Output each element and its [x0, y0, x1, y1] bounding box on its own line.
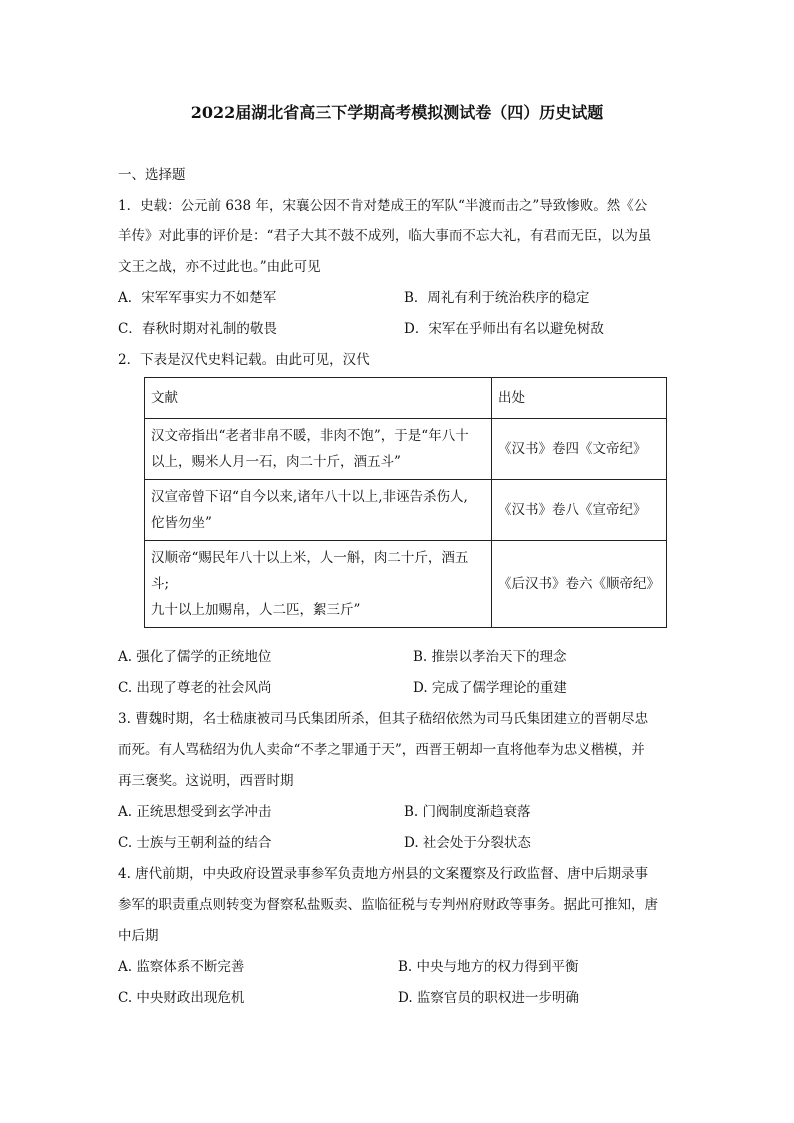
table-cell-source: 《后汉书》卷六《顺帝纪》: [492, 541, 667, 628]
q2-option-a: A. 强化了儒学的正统地位: [118, 649, 272, 665]
q1-stem-line-1: 1．史载：公元前 638 年，宋襄公因不肯对楚成王的军队“半渡而击之”导致惨败。然《公: [118, 198, 648, 214]
table-cell-document: [145, 419, 492, 480]
cell-line: 九十以上加赐帛，人二匹，絮三斤”: [151, 602, 361, 618]
cell-line: 以上，赐米人月一石，肉二十斤，酒五斗”: [151, 454, 401, 470]
exam-title: 2022届湖北省高三下学期高考模拟测试卷（四）历史试题: [190, 103, 604, 122]
q1-option-a: A．宋军军事实力不如楚军: [118, 290, 277, 306]
q3-stem-line-2: 而死。有人骂嵇绍为仇人卖命“不孝之罪通于天”，西晋王朝却一直将他奉为忠义楷模，并: [118, 742, 645, 758]
cell-line: 佗皆勿坐”: [151, 515, 212, 531]
q2-option-d: D. 完成了儒学理论的重建: [413, 680, 567, 696]
table-row: [145, 541, 667, 628]
q4-stem-line-1: 4. 唐代前期，中央政府设置录事参军负责地方州县的文案覆察及行政监督、唐中后期录事: [118, 866, 649, 882]
q2-stem: 2．下表是汉代史料记载。由此可见，汉代: [118, 352, 370, 368]
table-cell-source: 《汉书》卷八《宣帝纪》: [492, 480, 667, 541]
cell-line: 汉文帝指出“老者非帛不暖，非肉不饱”，于是“年八十: [151, 428, 469, 444]
q3-stem-line-3: 再三褒奖。这说明，西晋时期: [118, 773, 294, 789]
q1-option-c: C．春秋时期对礼制的敬畏: [118, 321, 277, 337]
q1-option-b: B．周礼有利于统治秩序的稳定: [404, 290, 590, 306]
q4-option-a: A. 监察体系不断完善: [118, 959, 245, 975]
section-heading: 一、选择题: [118, 167, 186, 183]
table-header-document: 文献: [145, 378, 492, 419]
q4-option-d: D. 监察官员的职权进一步明确: [398, 990, 579, 1006]
q1-stem-line-3: 文王之战，亦不过此也。”由此可见: [118, 259, 321, 275]
q1-option-d: D．宋军在乎师出有名以避免树敌: [404, 321, 604, 337]
table-cell-document: [145, 480, 492, 541]
table-row: [145, 480, 667, 541]
q2-option-c: C. 出现了尊老的社会风尚: [118, 680, 272, 696]
q4-option-c: C. 中央财政出现危机: [118, 990, 245, 1006]
table-header-row: [145, 378, 667, 419]
q3-option-d: D. 社会处于分裂状态: [404, 835, 531, 851]
q3-option-b: B. 门阀制度渐趋衰落: [404, 804, 531, 820]
cell-line: 汉宣帝曾下诏“自今以来,诸年八十以上,非诬告杀伤人,: [151, 489, 468, 505]
q4-stem-line-3: 中后期: [118, 928, 159, 944]
cell-line: 汉顺帝“赐民年八十以上米，人一斛，肉二十斤，酒五斗;: [151, 550, 469, 592]
q2-option-b: B. 推崇以孝治天下的理念: [413, 649, 567, 665]
q4-stem-line-2: 参军的职责重点则转变为督察私盐贩卖、监临征税与专判州府财政等事务。据此可推知，唐: [118, 897, 658, 913]
q3-stem-line-1: 3. 曹魏时期，名士嵇康被司马氏集团所杀，但其子嵇绍依然为司马氏集团建立的晋朝尽忠: [118, 711, 649, 727]
q4-option-b: B. 中央与地方的权力得到平衡: [398, 959, 579, 975]
q3-option-a: A. 正统思想受到玄学冲击: [118, 804, 272, 820]
table-row: [145, 419, 667, 480]
table-header-source: 出处: [492, 378, 667, 419]
q2-source-table: [144, 377, 667, 628]
table-cell-source: 《汉书》卷四《文帝纪》: [492, 419, 667, 480]
table-cell-document: [145, 541, 492, 628]
q3-option-c: C. 士族与王朝利益的结合: [118, 835, 272, 851]
q1-stem-line-2: 羊传》对此事的评价是：“君子大其不鼓不成列，临大事而不忘大礼，有君而无臣，以为虽: [118, 228, 652, 244]
